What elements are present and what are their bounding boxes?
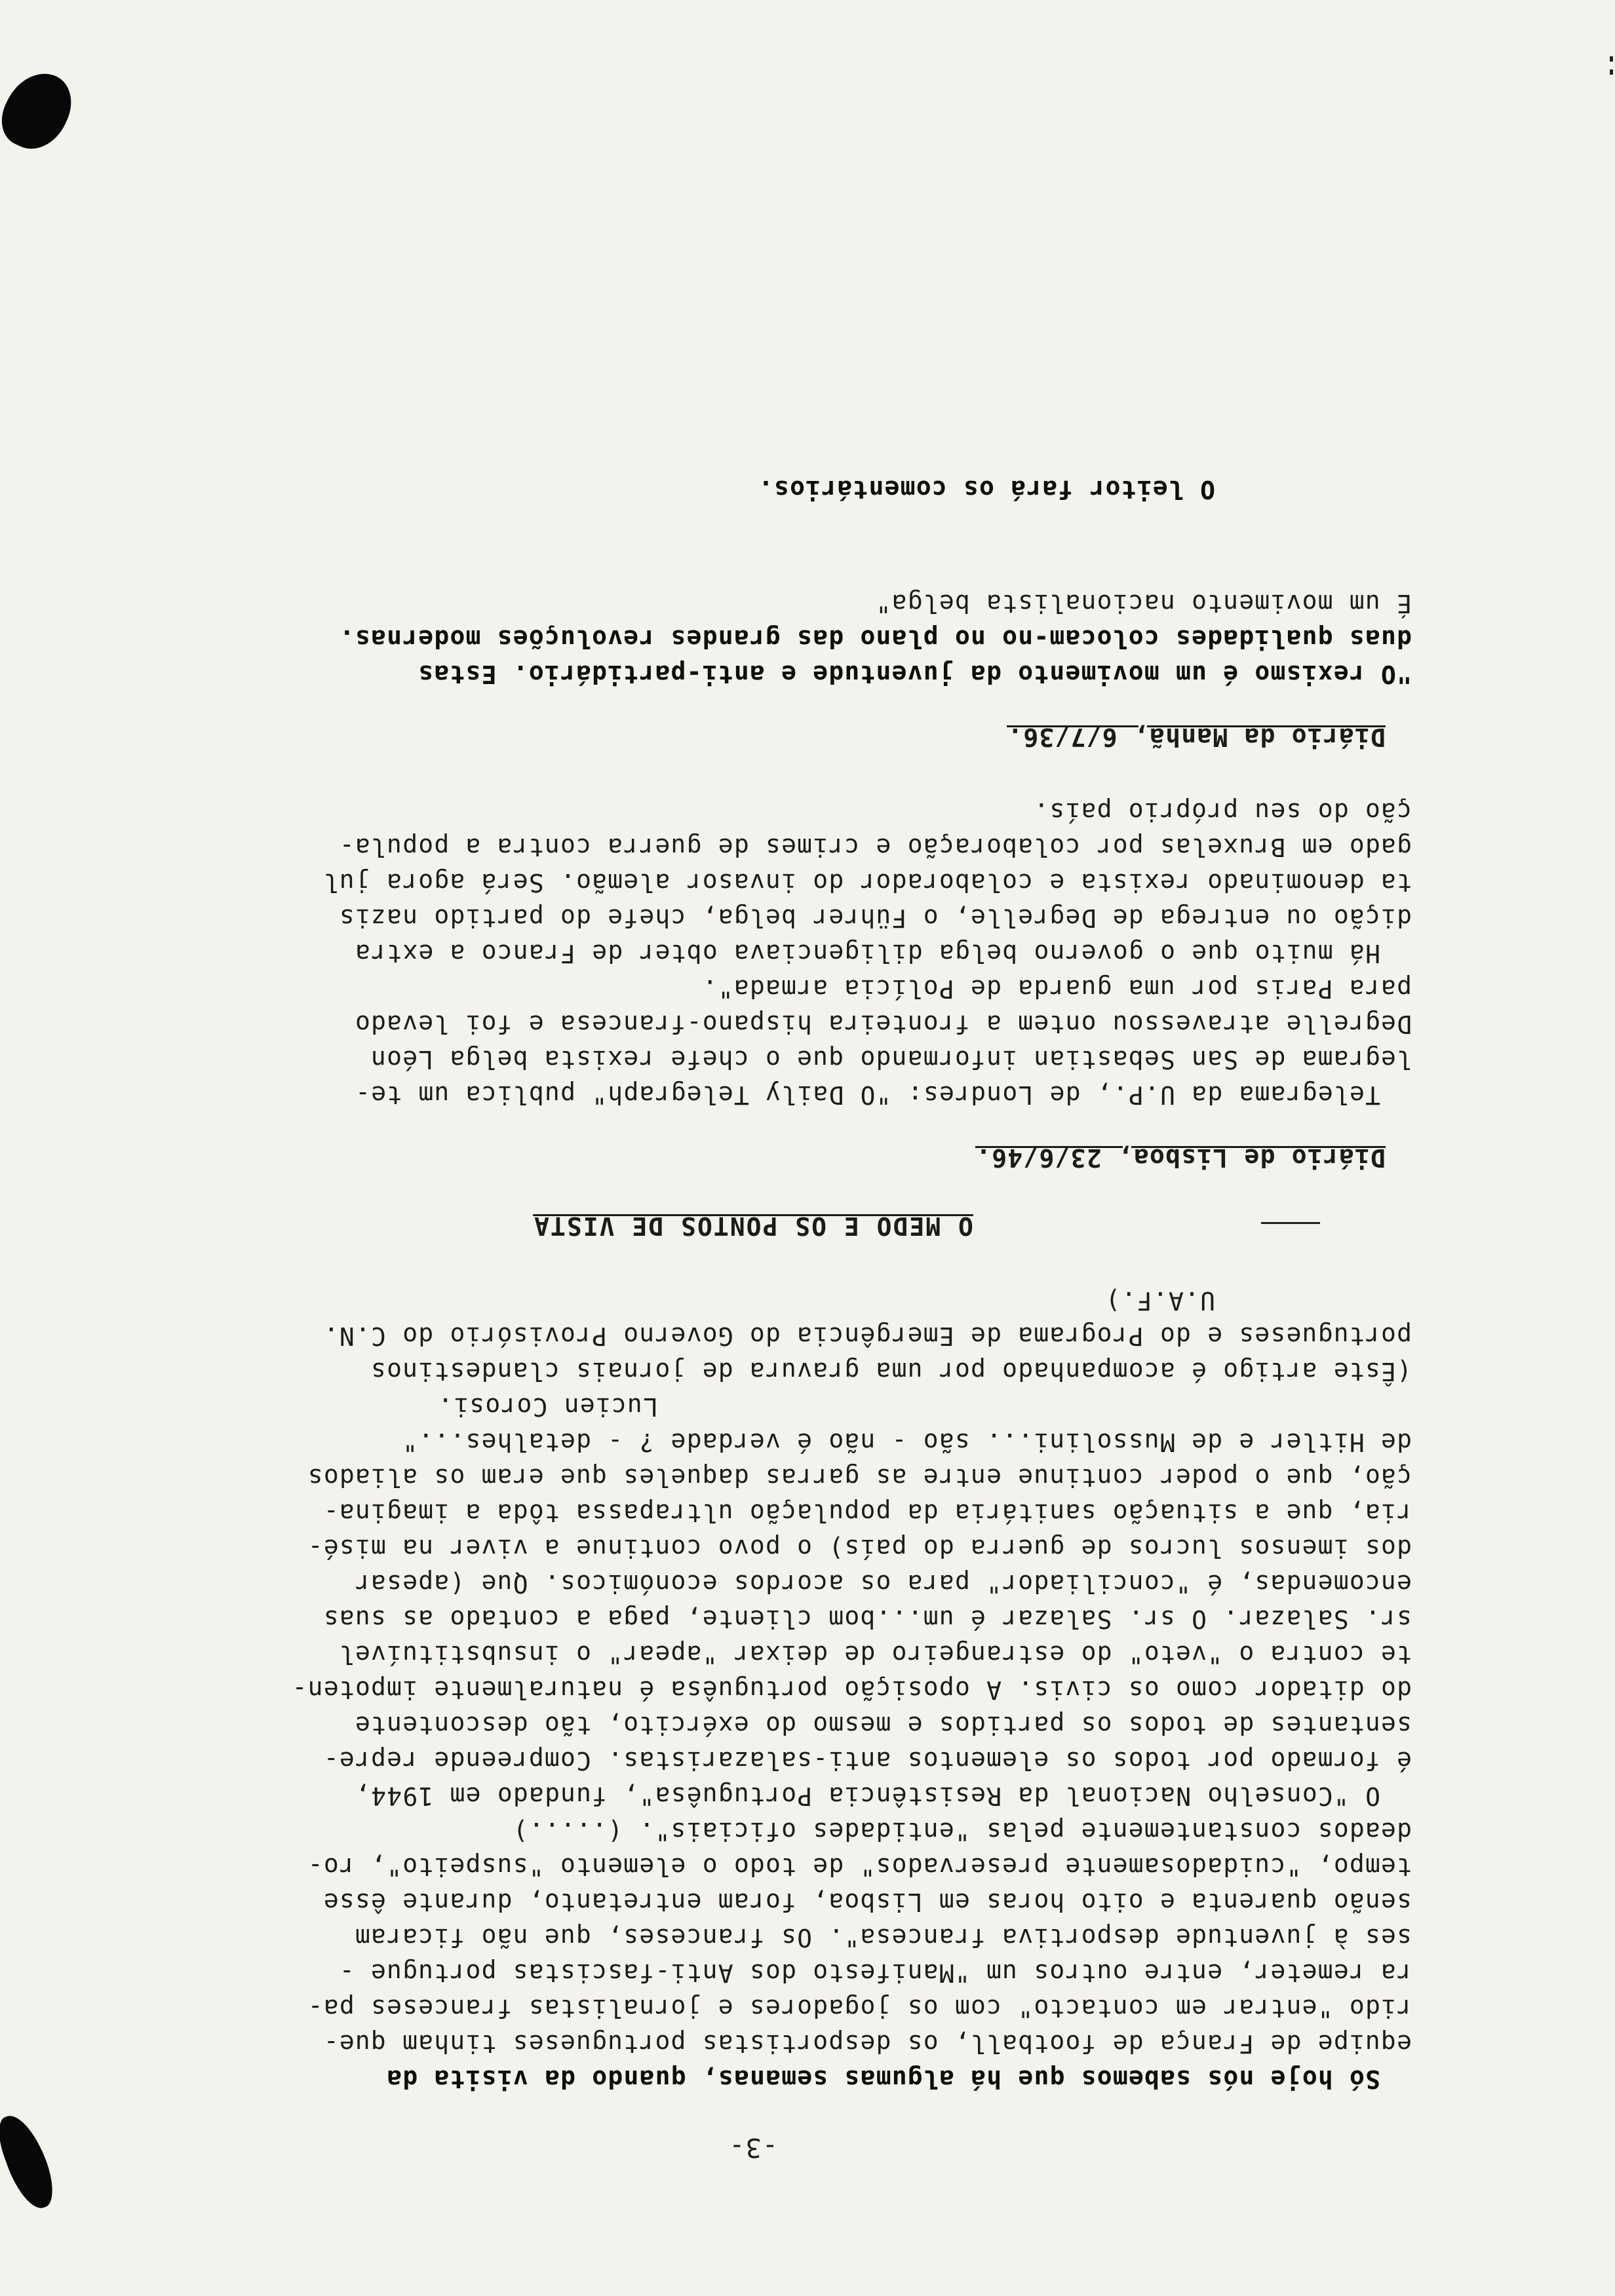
source-citation: Diário de Lisboa, 23/6/46. (975, 1143, 1386, 1172)
text-line: ção do seu próprio país. (1033, 797, 1412, 826)
text-line: O "Conselho Nacional da Resistência Portuguêsa", fundado em 1944, (354, 1782, 1380, 1810)
text-line: Degrelle atravessou ontem a fronteira hispano-francesa e foi levado (354, 1010, 1412, 1039)
text-line: para Paris por uma guarda de Polícia armada". (701, 974, 1412, 1003)
text-line: (Êste artigo é acompanhado por uma gravura de jornais clandestinos (370, 1357, 1412, 1386)
margin-mark (1610, 56, 1613, 62)
paragraph-council (94, 1389, 1412, 1814)
text-line: Só hoje nós sabemos que há algumas semanas, quando da visita da (386, 2065, 1380, 2094)
text-line: U.A.F.) (1104, 1286, 1215, 1315)
text-line: legrama de San Sebastian informando que o chefe rexista belga Léon (370, 1045, 1412, 1074)
article-note (94, 1283, 1412, 1389)
closing-remark: O leitor fará os comentários. (757, 475, 1215, 504)
text-line: ra remeter, entre outros um "Manifesto dos Anti-fascistas portugue - (338, 1959, 1412, 1987)
author-signature: Lucien Corosi. (437, 1392, 658, 1421)
text-line: do ditador como os civis. A oposição portuguêsa é naturalmente impoten- (291, 1675, 1412, 1704)
heading-dash (1261, 1222, 1320, 1224)
text-line: tempo, "cuidadosamente preservados" de todo o elemento "suspeito", ro- (307, 1852, 1412, 1881)
text-line: Telegrama da U.P., de Londres: "O Daily Telegraph" publica um te- (354, 1081, 1380, 1109)
section-heading (94, 1198, 1412, 1244)
text-line: ria, que a situação sanitária da população ultrapassa tôda a imagina- (322, 1499, 1412, 1527)
paragraph-visit (94, 1814, 1412, 2097)
text-line: deados constantemente pelas "entidades oficiais". (.....) (512, 1817, 1412, 1846)
margin-mark (1610, 69, 1613, 75)
document-body (94, 472, 1412, 2165)
text-line: de Hitler e de Mussolini... são - não é verdade ? - detalhes..." (402, 1428, 1412, 1457)
text-line: ta denominado rexista e colaborador do invasor alemão. Será agora jul (322, 868, 1412, 897)
text-line: é formado por todos os elementos anti-salazaristas. Compreende repre- (322, 1746, 1412, 1775)
text-line: duas qualidades colocam-no no plano das grandes revoluções modernas. (338, 624, 1412, 653)
page-number: -3- (728, 2132, 778, 2162)
text-line: ção, que o poder continue entre as garras daqueles que eram os aliados (307, 1463, 1412, 1492)
quote-block-lisboa (94, 794, 1412, 1176)
source-citation: Diário da Manhã, 6/7/36. (1007, 723, 1386, 752)
ink-blot-bottom (0, 62, 82, 160)
text-line: gado em Bruxelas por colaboração e crimes de guerra contra a popula- (338, 833, 1412, 862)
text-line: dição ou entrega de Degrelle, o Führer belga, chefe do partido nazis (338, 904, 1412, 932)
text-line: sr. Salazar. O sr. Salazar é um...bom cliente, paga a contado as suas (322, 1605, 1412, 1634)
text-line: sentantes de todos os partidos e mesmo do exército, tão descontente (354, 1711, 1412, 1740)
text-line: te contra o "veto" do estrangeiro de deixar "apear" o insubstituível (338, 1640, 1412, 1669)
text-line: Há muito que o governo belga diligenciava obter de Franco a extra (354, 939, 1380, 968)
text-line: portugueses e do Programa de Emergência do Governo Provisório do C.N. (322, 1322, 1412, 1350)
heading-text: O MEDO E OS PONTOS DE VISTA (533, 1212, 973, 1240)
text-line: encomendas, é "conciliador" para os acordos económicos. Que (apesar (354, 1569, 1412, 1598)
text-line: ses à juventude desportiva francesa". Os franceses, que não ficaram (354, 1923, 1412, 1952)
text-line: equipe de França de football, os desportistas portugueses tinham que- (322, 2029, 1412, 2058)
text-line: "O rexismo é um movimento da juventude e anti-partidário. Estas (418, 660, 1412, 689)
text-line: dos imensos lucros de guerra do país) o povo continue a viver na misé- (307, 1534, 1412, 1563)
text-line: É um movimento nacionalista belga" (875, 589, 1412, 618)
text-line: rido "entrar em contacto" com os jogadores e jornalistas franceses pa- (307, 1994, 1412, 2023)
quote-block-manha (94, 586, 1412, 755)
text-line: senão quarenta e oito horas em Lisboa, foram entretanto, durante êsse (322, 1888, 1412, 1917)
ink-blot-top (0, 2109, 61, 2215)
